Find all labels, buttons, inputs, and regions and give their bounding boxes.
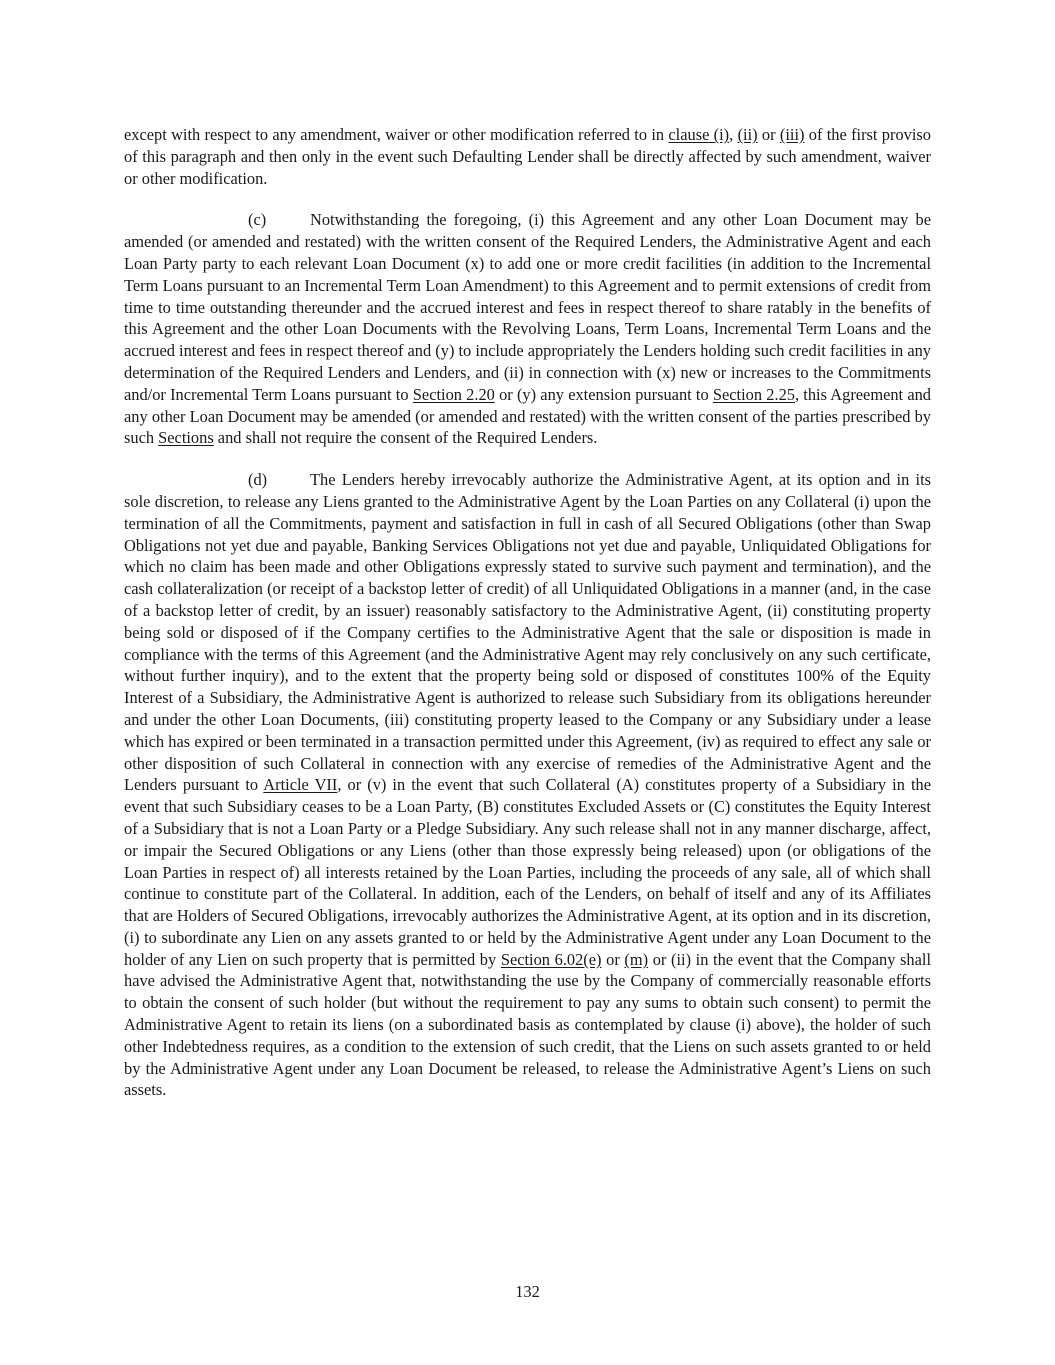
- cross-reference: clause (i): [668, 125, 730, 144]
- text-segment: or (y) any extension pursuant to: [494, 384, 713, 404]
- cross-reference: (ii): [737, 125, 758, 144]
- text-segment: or: [601, 949, 625, 969]
- paragraph-label: (c): [248, 210, 267, 230]
- text-segment: , or (v) in the event that such Collateral (A) constitutes property of a Subsidiary in the event that such Subsidiary ceases to be a Loan Party, (B) constitutes Excluded Assets or (C) constitutes the Equity Interest of a Subsidiary that is not a Loan Party or a Pledge Subsidiary. Any such release shall not in any manner discharge, affect, or impair the Secured Obligations or any Liens (other than those expressly being released) upon (or obligations of the Loan Parties in respect of) all interests retained by the Loan Parties, including the proceeds of any sale, all of which shall continue to constitute part of the Collateral. In addition, each of the Lenders, on behalf of itself and any of its Affiliates that are Holders of Secured Obligations, irrevocably authorizes the Administrative Agent, at its option and in its discretion, (i) to subordinate any Lien on any assets granted to or held by the Administrative Agent under any Loan Document to the holder of any Lien on such property that is permitted by: [124, 775, 932, 969]
- text-segment: or (ii) in the event that the Company shall have advised the Administrative Agent that, notwithstanding the use by the Company of commercially reasonable efforts to obtain the consent of such holder (but without the requirement to pay any sums to obtain such consent) to permit the Administrative Agent to retain its liens (on a subordinated basis as contemplated by clause (i) above), the holder of such other Indebtedness requires, as a condition to the extension of such credit, that the Liens on such assets granted to or held by the Administrative Agent under any Loan Document be released, to release the Administrative Agent’s Liens on such assets.: [124, 949, 931, 1100]
- cross-reference: Section 2.25: [712, 384, 795, 404]
- cross-reference: Section 2.20: [412, 384, 495, 404]
- cross-reference: Section 6.02(e): [500, 949, 602, 969]
- cross-reference: (iii): [779, 125, 805, 144]
- text-segment: and shall not require the consent of the Required Lenders.: [213, 428, 598, 448]
- paragraph-c: [124, 209, 931, 449]
- text-segment: Notwithstanding the foregoing, (i) this Agreement and any other Loan Document may be amended (or amended and restated) with the written consent of the Required Lenders, the Administrative Agent and each Loan Party party to each relevant Loan Document (x) to add one or more credit facilities (in addition to the Incremental Term Loans pursuant to an Incremental Term Loan Amendment) to this Agreement and to permit extensions of credit from time to time outstanding thereunder and the accrued interest and fees in respect thereof to share ratably in the benefits of this Agreement and the other Loan Documents with the Revolving Loans, Term Loans, Incremental Term Loans and the accrued interest and fees in respect thereof and (y) to include appropriately the Lenders holding such credit facilities in any determination of the Required Lenders and Lenders, and (ii) in connection with (x) new or increases to the Commitments and/or Incremental Term Loans pursuant to: [124, 210, 931, 404]
- text-segment: or: [757, 125, 780, 144]
- document-body: [124, 124, 931, 1121]
- page-number: 132: [515, 1282, 540, 1301]
- text-segment: ,: [729, 125, 738, 144]
- cross-reference: Sections: [158, 428, 214, 448]
- text-segment: , this Agreement and any other Loan Document may be amended (or amended and restated) with the written consent of the parties prescribed by such: [124, 384, 931, 448]
- text-segment: The Lenders hereby irrevocably authorize the Administrative Agent, at its option and in its sole discretion, to release any Liens granted to the Administrative Agent by the Loan Parties on any Collateral (i) upon the termination of all the Commitments, payment and satisfaction in full in cash of all Secured Obligations (other than Swap Obligations not yet due and payable, Banking Services Obligations not yet due and payable, Unliquidated Obligations for which no claim has been made and other Obligations expressly stated to survive such payment and termination), and the cash collateralization (or receipt of a backstop letter of credit) of all Unliquidated Obligations in a manner (and, in the case of a backstop letter of credit, by an issuer) reasonably satisfactory to the Administrative Agent, (ii) constituting property being sold or disposed of if the Company certifies to the Administrative Agent that the sale or disposition is made in compliance with the terms of this Agreement (and the Administrative Agent may rely conclusively on any such certificate, without further inquiry), and to the extent that the property being sold or disposed of constitutes 100% of the Equity Interest of a Subsidiary, the Administrative Agent is authorized to release such Subsidiary from its obligations hereunder and under the other Loan Documents, (iii) constituting property leased to the Company or any Subsidiary under a lease which has expired or been terminated in a transaction permitted under this Agreement, (iv) as required to effect any sale or other disposition of such Collateral in connection with any exercise of remedies of the Administrative Agent and the Lenders pursuant to: [124, 470, 931, 795]
- paragraph-label: (d): [248, 470, 268, 490]
- cross-reference: (m): [624, 949, 649, 969]
- paragraph-d: [124, 469, 931, 1101]
- paragraph-continuation: [124, 124, 931, 189]
- cross-reference: Article VII: [263, 775, 338, 795]
- text-segment: of the first proviso of this paragraph and then only in the event such Defaulting Lender shall be directly affected by such amendment, waiver or other modification.: [124, 125, 931, 188]
- text-segment: except with respect to any amendment, waiver or other modification referred to in: [124, 125, 669, 144]
